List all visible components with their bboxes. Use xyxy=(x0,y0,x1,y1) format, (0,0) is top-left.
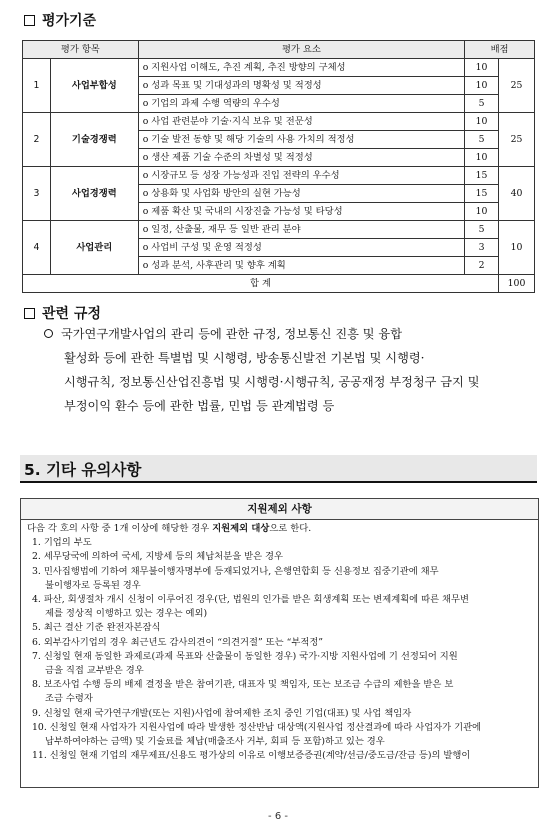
element-points: 10 xyxy=(465,203,499,221)
category-total: 40 xyxy=(499,167,535,221)
exclusion-item: 11. 신청일 현재 기업의 재무제표/신용도 평가상의 이유로 이행보증증권(계약/선금/중도금/잔금 등)의 발행이 xyxy=(32,750,471,762)
category-name: 사업부합성 xyxy=(50,59,138,113)
element-text: o 일정, 산출물, 재무 등 일반 관리 분야 xyxy=(138,221,464,239)
exclusion-box-body xyxy=(21,520,538,765)
element-text: o 사업 관련분야 기술·지식 보유 및 전문성 xyxy=(138,113,464,131)
exclusion-intro: 다음 각 호의 사항 중 1개 이상에 해당한 경우 지원제외 대상으로 한다. xyxy=(27,523,312,534)
checkbox-square-icon xyxy=(24,308,35,319)
rules-line: 부정이익 환수 등에 관한 법률, 민법 등 관계법령 등 xyxy=(64,399,335,413)
exclusion-item: 10. 신청일 현재 사업자가 지원사업에 따라 발생한 정산반납 대상액(지원사업 정산결과에 따라 사업자가 기관에 xyxy=(32,721,482,733)
rules-line: 활성화 등에 관한 특별법 및 시행령, 방송통신발전 기본법 및 시행령· xyxy=(64,351,425,365)
element-points: 5 xyxy=(465,221,499,239)
element-points: 10 xyxy=(465,59,499,77)
category-number: 4 xyxy=(23,221,51,275)
exclusion-item-continuation: 조금 수령자 xyxy=(45,693,93,705)
category-number: 2 xyxy=(23,113,51,167)
exclusion-item-continuation: 납부하여야하는 금액) 및 기술료를 체납(매출조사 거부, 회피 등 포함)하고 있는 경우 xyxy=(45,736,385,748)
exclusion-item: 8. 보조사업 수행 등의 배제 결정을 받은 참여기관, 대표자 및 책임자, 또는 보조금 수급의 제한을 받은 보 xyxy=(32,679,454,691)
exclusion-item-continuation: 금을 직접 교부받은 경우 xyxy=(45,665,144,677)
category-name: 사업관리 xyxy=(50,221,138,275)
category-name: 사업경쟁력 xyxy=(50,167,138,221)
section-rules-label: 관련 규정 xyxy=(42,306,101,322)
element-text: o 기술 발전 동향 및 해당 기술의 사용 가치의 적정성 xyxy=(138,131,464,149)
element-text: o 성과 목표 및 기대성과의 명확성 및 적정성 xyxy=(138,77,464,95)
element-text: o 시장규모 등 성장 가능성과 진입 전략의 우수성 xyxy=(138,167,464,185)
eval-table xyxy=(22,40,535,293)
header-score: 배점 xyxy=(465,41,535,59)
exclusion-item: 2. 세무당국에 의하여 국세, 지방세 등의 체납처분을 받은 경우 xyxy=(32,551,284,563)
section-eval-label: 평가기준 xyxy=(42,13,97,29)
section-title-eval xyxy=(24,10,96,30)
circle-bullet-icon xyxy=(44,329,53,338)
checkbox-square-icon xyxy=(24,15,35,26)
rules-paragraph xyxy=(44,322,544,418)
element-points: 3 xyxy=(465,239,499,257)
category-name: 기술경쟁력 xyxy=(50,113,138,167)
table-row xyxy=(23,221,535,239)
element-text: o 지원사업 이해도, 추진 계획, 추진 방향의 구체성 xyxy=(138,59,464,77)
exclusion-item: 7. 신청일 현재 동일한 과제로(과제 목표와 산출물이 동일한 경우) 국가·지방 지원사업에 기 선정되어 지원 xyxy=(32,650,458,662)
exclusion-item: 4. 파산, 회생절차 개시 신청이 이루어진 경우(단, 법원의 인가를 받은 회생계획 또는 변제계획에 따른 채무변 xyxy=(32,594,469,606)
table-row xyxy=(23,113,535,131)
exclusion-item: 5. 최근 결산 기준 완전자본잠식 xyxy=(32,622,161,634)
category-number: 1 xyxy=(23,59,51,113)
element-text: o 기업의 과제 수행 역량의 우수성 xyxy=(138,95,464,113)
element-points: 15 xyxy=(465,185,499,203)
table-row xyxy=(23,167,535,185)
element-text: o 제품 확산 및 국내의 시장진출 가능성 및 타당성 xyxy=(138,203,464,221)
exclusion-box-title: 지원제외 사항 xyxy=(21,499,538,520)
element-text: o 사업비 구성 및 운영 적정성 xyxy=(138,239,464,257)
element-points: 10 xyxy=(465,113,499,131)
page-number: - 6 - xyxy=(268,811,288,822)
category-number: 3 xyxy=(23,167,51,221)
element-points: 5 xyxy=(465,95,499,113)
element-points: 10 xyxy=(465,149,499,167)
table-row xyxy=(23,59,535,77)
exclusion-item: 3. 민사집행법에 기하여 채무불이행자명부에 등재되었거나, 은행연합회 등 신용정보 집중기관에 채무 xyxy=(32,565,439,577)
total-value: 100 xyxy=(499,275,535,293)
section5-title: 5. 기타 유의사항 xyxy=(24,461,142,479)
element-points: 2 xyxy=(465,257,499,275)
exclusion-box xyxy=(20,498,539,788)
header-element: 평가 요소 xyxy=(138,41,464,59)
category-total: 25 xyxy=(499,59,535,113)
element-points: 10 xyxy=(465,77,499,95)
element-text: o 성과 분석, 사후관리 및 향후 계획 xyxy=(138,257,464,275)
category-total: 10 xyxy=(499,221,535,275)
eval-table-header xyxy=(23,41,535,59)
category-total: 25 xyxy=(499,113,535,167)
exclusion-item: 6. 외부감사기업의 경우 최근년도 감사의견이 “의견거절” 또는 “부적정” xyxy=(32,636,324,648)
exclusion-item: 1. 기업의 부도 xyxy=(32,537,92,549)
header-category: 평가 항목 xyxy=(23,41,139,59)
element-text: o 생산 제품 기술 수준의 차별성 및 적정성 xyxy=(138,149,464,167)
total-row xyxy=(23,275,535,293)
exclusion-item-continuation: 불이행자로 등록된 경우 xyxy=(45,579,141,591)
exclusion-item: 9. 신청일 현재 국가연구개발(또는 지원)사업에 참여제한 조치 중인 기업(대표) 및 사업 책임자 xyxy=(32,707,412,719)
section5-bar xyxy=(20,455,537,483)
element-text: o 상용화 및 사업화 방안의 실현 가능성 xyxy=(138,185,464,203)
exclusion-item-continuation: 제를 정상적 이행하고 있는 경우는 예외) xyxy=(45,608,208,620)
rules-line: 국가연구개발사업의 관리 등에 관한 규정, 정보통신 진흥 및 융합 xyxy=(44,322,544,346)
rules-line: 시행규칙, 정보통신산업진흥법 및 시행령·시행규칙, 공공재정 부정청구 금지 및 xyxy=(64,375,480,389)
section-title-rules xyxy=(24,303,101,323)
element-points: 15 xyxy=(465,167,499,185)
element-points: 5 xyxy=(465,131,499,149)
total-label: 합 계 xyxy=(23,275,499,293)
